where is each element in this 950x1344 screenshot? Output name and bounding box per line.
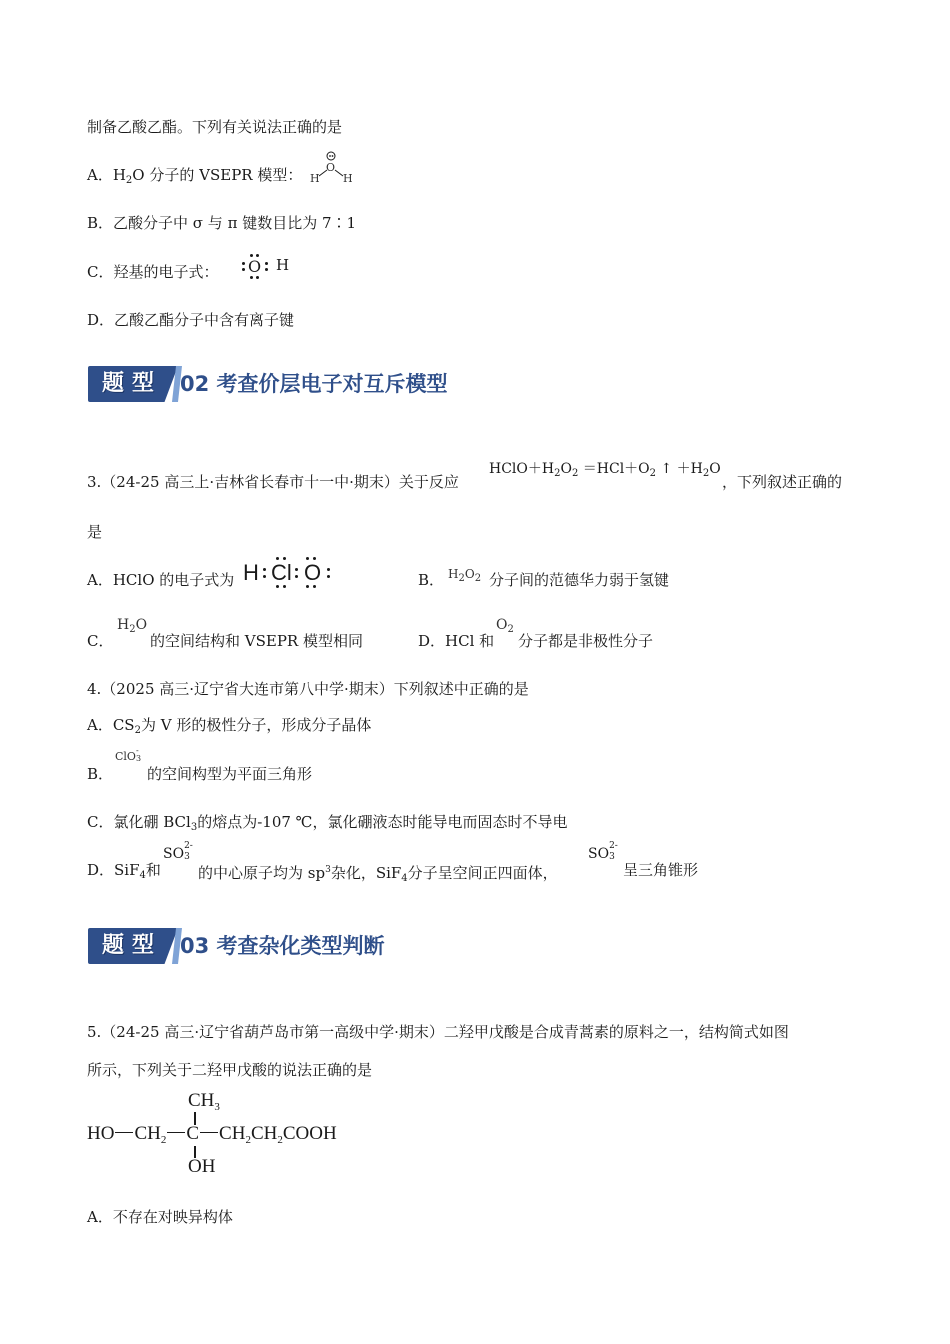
hclo-h: H [243,560,259,585]
h2o-h2-label: H [343,172,353,185]
clo3-formula: ClO [115,750,136,763]
o2-sub: 2 [507,624,514,635]
option-3d-text: 分子都是非极性分子 [518,632,654,650]
sf-ch2-c: CH [250,1123,278,1144]
section-title-03: 03 考查杂化类型判断 [180,934,385,958]
option-3b-text: 分子间的范德华力弱于氢键 [489,571,670,589]
option-3a: A．HClO 的电子式为 [87,571,235,589]
option-2a-text: O 分子的 VSEPR 模型： [132,166,303,184]
hydroxyl-electron-formula [240,252,300,282]
h2o2-h: H [448,567,459,581]
option-2a-sub: 2 [125,175,133,186]
option-4a-part2: 为 V 形的极性分子，形成分子晶体 [140,716,372,734]
question-3-stem-start: 3.（24-25 高三上·吉林省长春市十一中·期末）关于反应 [87,473,459,491]
option-4d-and: 和 [145,861,161,879]
option-3b-prefix: B． [418,571,445,589]
hclo-cl: Cl [271,560,292,585]
option-4d-part1 [87,860,161,886]
option-3c-prefix: C． [87,632,114,650]
eq-part-2: O [560,461,572,477]
option-4b-text: 的空间构型为平面三角形 [147,765,313,783]
question-4-stem: 4.（2025 高三·辽宁省大连市第八中学·期末）下列叙述中正确的是 [87,680,529,698]
structural-formula [87,1088,367,1180]
sf-ch2-b-sub: 2 [245,1134,251,1146]
option-2b: B．乙酸分子中 σ 与 π 键数目比为 7∶1 [87,214,357,232]
section-badge-text: 题型 [101,371,162,396]
option-4c-sub: 3 [190,822,198,833]
option-4c [87,812,567,838]
sf-ch3-sub: 3 [214,1101,220,1113]
hydroxyl-o: O [248,257,262,276]
clo3-charge: - [135,746,139,755]
sf-ch2-c-sub: 2 [277,1134,283,1146]
option-4d-part3: 呈三角锥形 [623,861,699,879]
option-3c-formula [117,617,147,635]
eq-part-1: HClO＋H [489,461,555,477]
option-3c-text: 的空间结构和 VSEPR 模型相同 [150,632,363,650]
option-4d-so3-1 [163,841,193,862]
sf-bond-3 [200,1132,218,1134]
option-4d-sp3: 的中心原子均为 sp [198,864,326,882]
so3-charge-1: 2- [184,841,193,851]
option-4a [87,715,371,741]
question-3-stem-end: ，下列叙述正确的 [722,473,843,491]
so3-formula-1: SO [163,846,185,862]
h2o2-o: O [464,567,475,581]
option-5a: A．不存在对映异构体 [87,1208,233,1226]
h2o-h1-label: H [310,172,320,185]
section-banner-03 [88,928,468,966]
option-3d-formula [496,617,514,635]
eq-sub-3: 2 [649,468,657,479]
option-4a-part1: A．CS [87,716,135,734]
sf-ch2-b: CH [219,1123,246,1144]
option-4c-part2: 的熔点为-107 ℃，氯化硼液态时能导电而固态时不导电 [197,813,568,831]
clo3-sub: 3 [135,754,142,763]
sf-main-chain [87,1123,337,1151]
eq-sub-1: 2 [554,468,561,479]
option-2d: D．乙酸乙酯分子中含有离子键 [87,311,295,329]
option-4d-part2 [198,860,558,889]
o2-o: O [496,617,508,633]
question-3-stem-cont: 是 [87,523,103,541]
h2o-vsepr-model-image [308,150,356,186]
option-4c-part1: C．氯化硼 BCl [87,813,191,831]
section-badge-text: 题型 [101,933,162,958]
eq-part-3: ＝HCl＋O [582,461,650,477]
so3-sub-2: 3 [609,852,615,862]
so3-formula-2: SO [588,846,610,862]
eq-part-4: ↑ ＋H [660,461,703,477]
h2o2-sub2: 2 [474,573,482,584]
question-5-stem-line1: 5.（24-25 高三·辽宁省葫芦岛市第一高级中学·期末）二羟甲戊酸是合成青蒿素的原料之一，结构简式如图 [87,1023,789,1041]
question-2-intro: 制备乙酸乙酯。下列有关说法正确的是 [87,118,343,136]
section-title-02: 02 考查价层电子对互斥模型 [180,372,448,396]
hclo-electron-formula [243,555,338,591]
option-4d-sub4b: 4 [401,873,408,884]
hydroxyl-h: H [276,256,290,274]
eq-part-5: O [709,461,721,477]
h2o-o: O [135,617,148,633]
option-3b-formula [448,567,481,584]
sf-c: C [186,1123,200,1144]
option-4d-so3-2 [588,841,618,862]
sf-top-group [188,1090,220,1118]
sf-bond-2 [167,1132,185,1134]
option-4d-tetra: 分子呈空间正四面体， [407,864,558,882]
question-5-stem-line2: 所示，下列关于二羟甲戊酸的说法正确的是 [87,1061,373,1079]
hclo-o: O [304,560,322,585]
sf-bond-1 [115,1132,133,1134]
h2o2-sub1: 2 [458,573,465,584]
sf-ho: HO [87,1123,115,1144]
option-4d-sub4: 4 [139,870,146,881]
option-2c: C．羟基的电子式： [87,263,219,281]
sf-ch2-a: CH [134,1123,161,1144]
sf-ch3: CH [188,1090,215,1111]
option-3b [418,570,444,590]
option-4d-sup3: 3 [325,865,331,875]
section-banner-02 [88,366,468,404]
eq-sub-2: 2 [571,468,579,479]
sf-oh: OH [188,1156,216,1177]
option-4b-prefix: B． [87,765,114,783]
option-4d-sif: D．SiF [87,861,140,879]
question-3-equation [489,458,721,479]
sf-cooh: COOH [282,1123,337,1144]
option-3d-prefix: D．HCl 和 [418,632,495,650]
so3-charge-2: 2- [609,841,618,851]
h2o-o-label: O [326,161,336,174]
so3-sub-1: 3 [184,852,190,862]
h2o-sub: 2 [129,624,136,635]
option-4b-formula [115,746,142,763]
option-4a-sub: 2 [134,725,141,736]
eq-sub-4: 2 [702,468,710,479]
option-2a [87,165,302,191]
sf-ch2-a-sub: 2 [160,1134,167,1146]
option-4d-sif2: 杂化，SiF [330,864,402,882]
h2o-h: H [117,617,130,633]
option-2a-prefix: A．H [87,166,126,184]
